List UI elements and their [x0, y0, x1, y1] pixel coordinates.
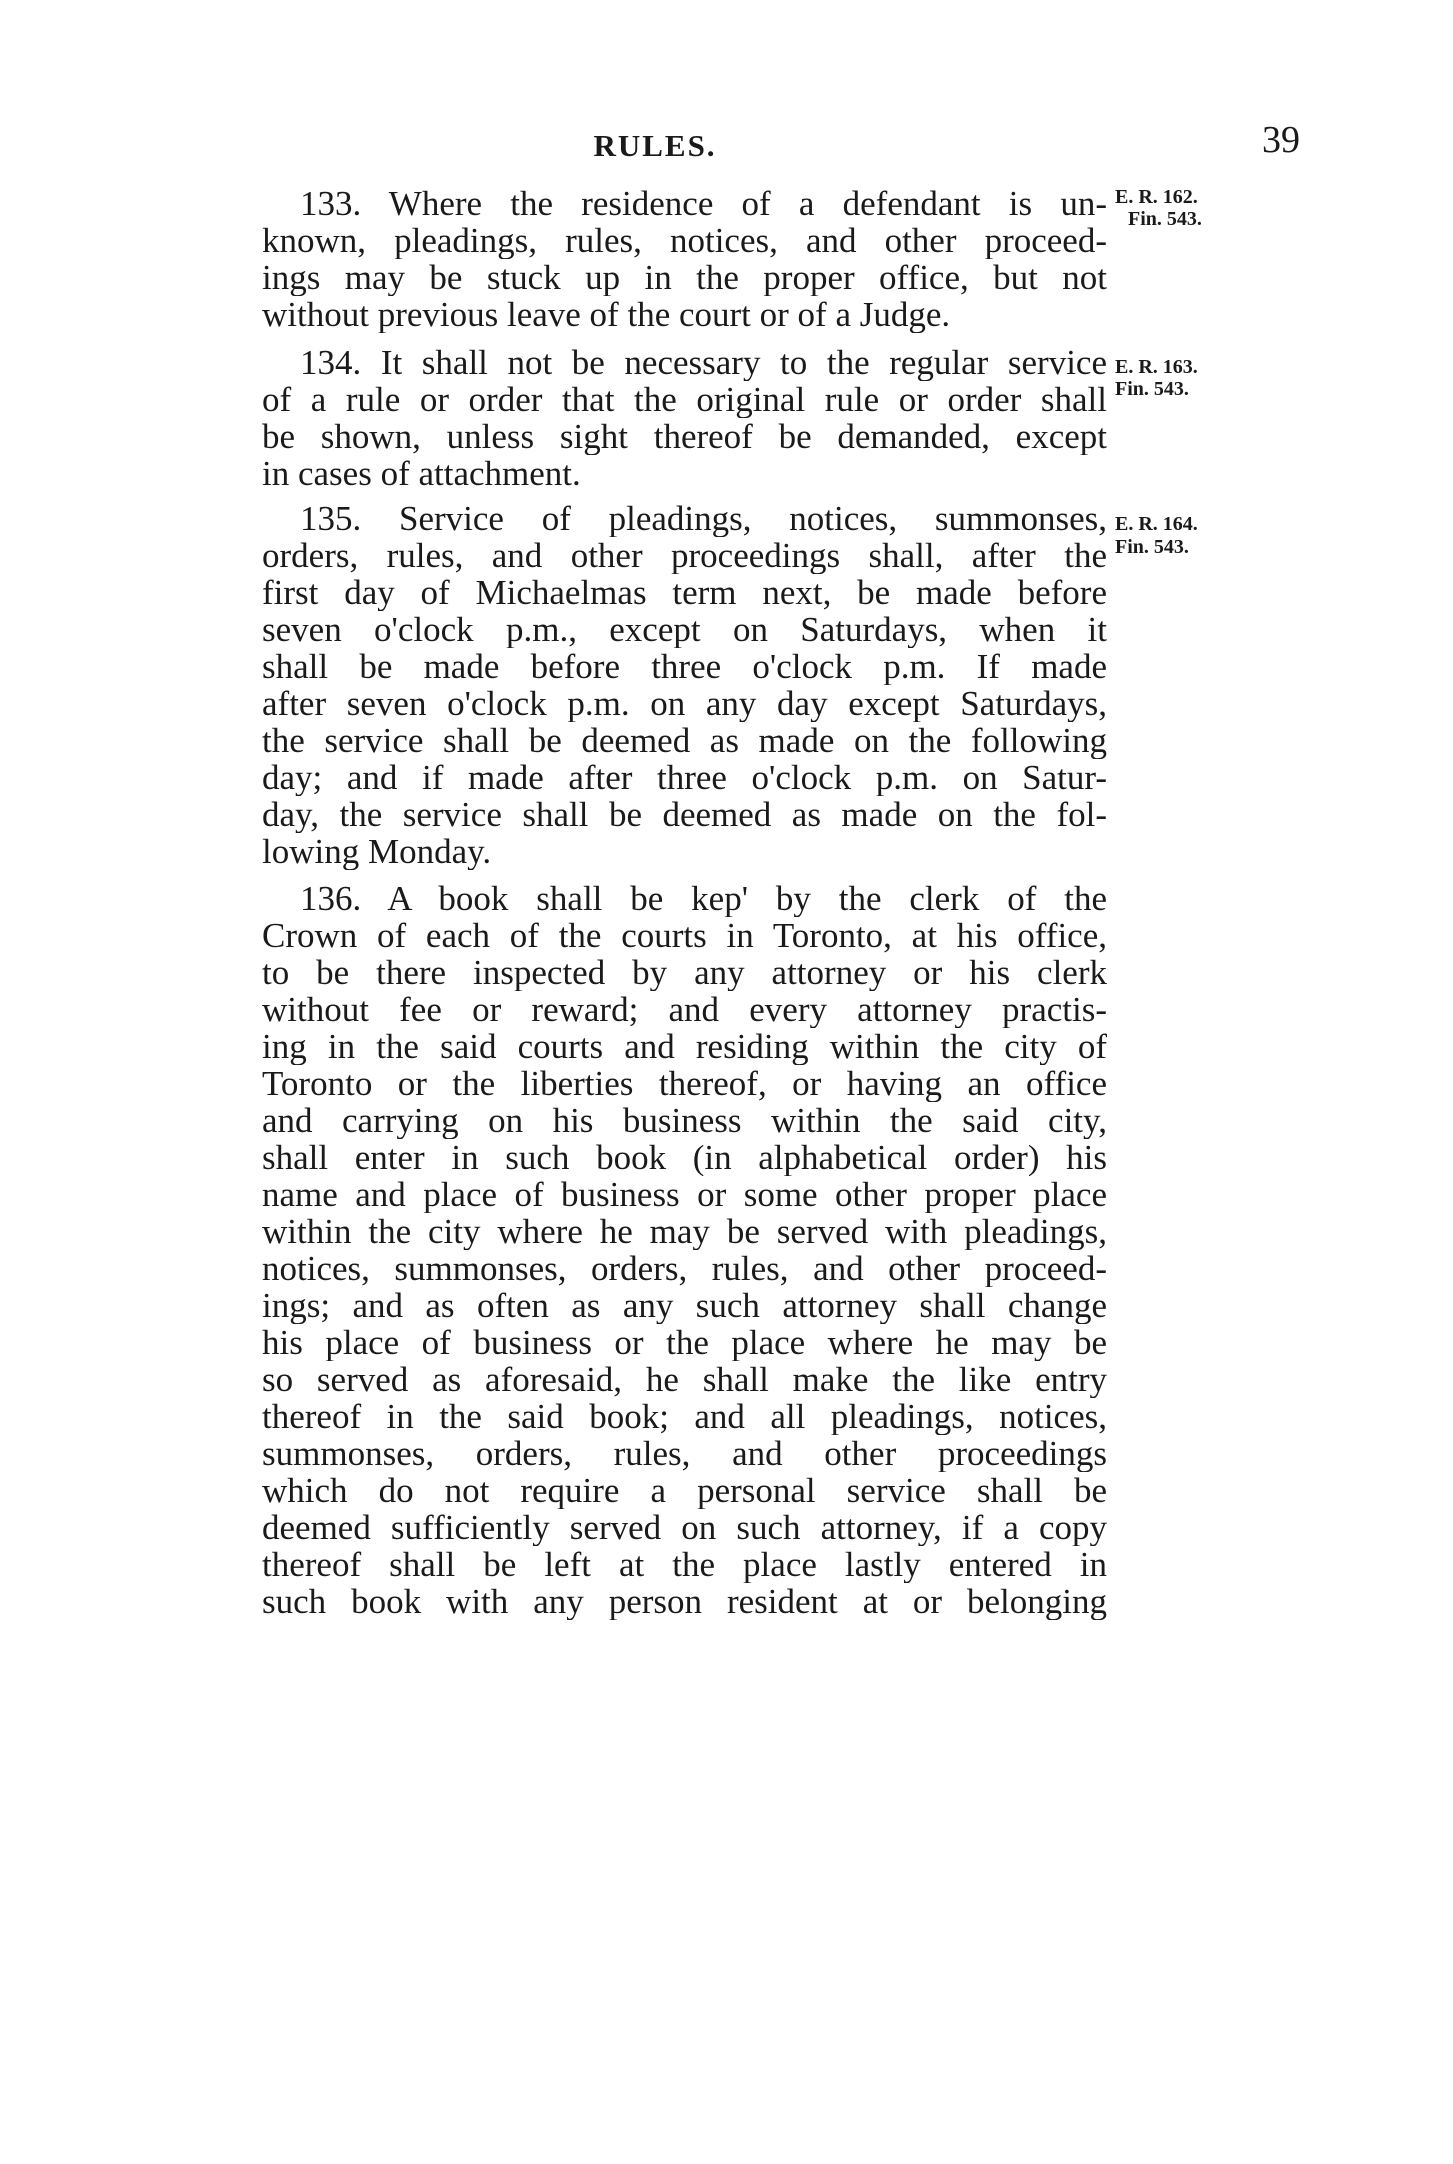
rule-135-line-2: orders, rules, and other proceedings shall, after the — [262, 537, 1107, 574]
rule-133-line-4: without previous leave of the court or of a Judge. — [262, 296, 951, 333]
rule-136-line-19: thereof shall be left at the place lastly entered in — [262, 1546, 1107, 1583]
rule-136-line-17: which do not require a personal service shall be — [262, 1472, 1107, 1509]
rule-134-margin-note-2: Fin. 543. — [1115, 378, 1189, 400]
rule-135-margin-note-1: E. R. 164. — [1115, 513, 1198, 535]
rule-135-line-8: day; and if made after three o'clock p.m. on Satur- — [262, 759, 1107, 796]
rule-134-line-4: in cases of attachment. — [262, 455, 581, 492]
rule-136-line-12: ings; and as often as any such attorney shall change — [262, 1287, 1107, 1324]
rule-135-line-4: seven o'clock p.m., except on Saturdays, when it — [262, 611, 1107, 648]
rule-136-line-1: 136. A book shall be kep' by the clerk of the — [300, 880, 1107, 917]
rule-133-line-3: ings may be stuck up in the proper office, but not — [262, 259, 1107, 296]
rule-136-line-15: thereof in the said book; and all pleadings, notices, — [262, 1398, 1107, 1435]
rule-133-margin-note-1: E. R. 162. — [1115, 186, 1198, 208]
rule-135-line-6: after seven o'clock p.m. on any day except Saturdays, — [262, 685, 1107, 722]
rule-136-line-16: summonses, orders, rules, and other proceedings — [262, 1435, 1107, 1472]
rule-133-margin-note-2: Fin. 543. — [1128, 208, 1202, 230]
rule-136-line-11: notices, summonses, orders, rules, and other proceed- — [262, 1250, 1107, 1287]
rule-136-line-4: without fee or reward; and every attorney practis- — [262, 991, 1107, 1028]
rule-135-line-1: 135. Service of pleadings, notices, summonses, — [300, 500, 1107, 537]
rule-136-line-13: his place of business or the place where he may be — [262, 1324, 1107, 1361]
rule-136-line-3: to be there inspected by any attorney or his clerk — [262, 954, 1107, 991]
rule-136-line-20: such book with any person resident at or belonging — [262, 1583, 1107, 1620]
rule-134-margin-note-1: E. R. 163. — [1115, 356, 1198, 378]
rule-134-line-2: of a rule or order that the original rule or order shall — [262, 381, 1107, 418]
page-header-title: RULES. — [593, 128, 717, 163]
rule-135-line-3: first day of Michaelmas term next, be made before — [262, 574, 1107, 611]
rule-136-line-2: Crown of each of the courts in Toronto, at his office, — [262, 917, 1107, 954]
rule-136-line-14: so served as aforesaid, he shall make the like entry — [262, 1361, 1107, 1398]
rule-136-line-18: deemed sufficiently served on such attorney, if a copy — [262, 1509, 1107, 1546]
rule-133-line-1: 133. Where the residence of a defendant is un- — [300, 185, 1107, 222]
rule-134-line-3: be shown, unless sight thereof be demanded, except — [262, 418, 1107, 455]
rule-136-line-10: within the city where he may be served with pleadings, — [262, 1213, 1107, 1250]
rule-136-line-5: ing in the said courts and residing within the city of — [262, 1028, 1107, 1065]
rule-136-line-6: Toronto or the liberties thereof, or having an office — [262, 1065, 1107, 1102]
rule-133-line-2: known, pleadings, rules, notices, and other proceed- — [262, 222, 1107, 259]
rule-135-margin-note-2: Fin. 543. — [1115, 536, 1189, 558]
rule-135-line-5: shall be made before three o'clock p.m. If made — [262, 648, 1107, 685]
rule-136-line-8: shall enter in such book (in alphabetical order) his — [262, 1139, 1107, 1176]
rule-136-line-7: and carrying on his business within the said city, — [262, 1102, 1107, 1139]
rule-134-line-1: 134. It shall not be necessary to the regular service — [300, 344, 1107, 381]
rule-135-line-7: the service shall be deemed as made on the following — [262, 722, 1107, 759]
rule-135-line-9: day, the service shall be deemed as made on the fol- — [262, 796, 1107, 833]
rule-135-line-10: lowing Monday. — [262, 833, 492, 870]
page-number: 39 — [1262, 119, 1300, 161]
rule-136-line-9: name and place of business or some other proper place — [262, 1176, 1107, 1213]
